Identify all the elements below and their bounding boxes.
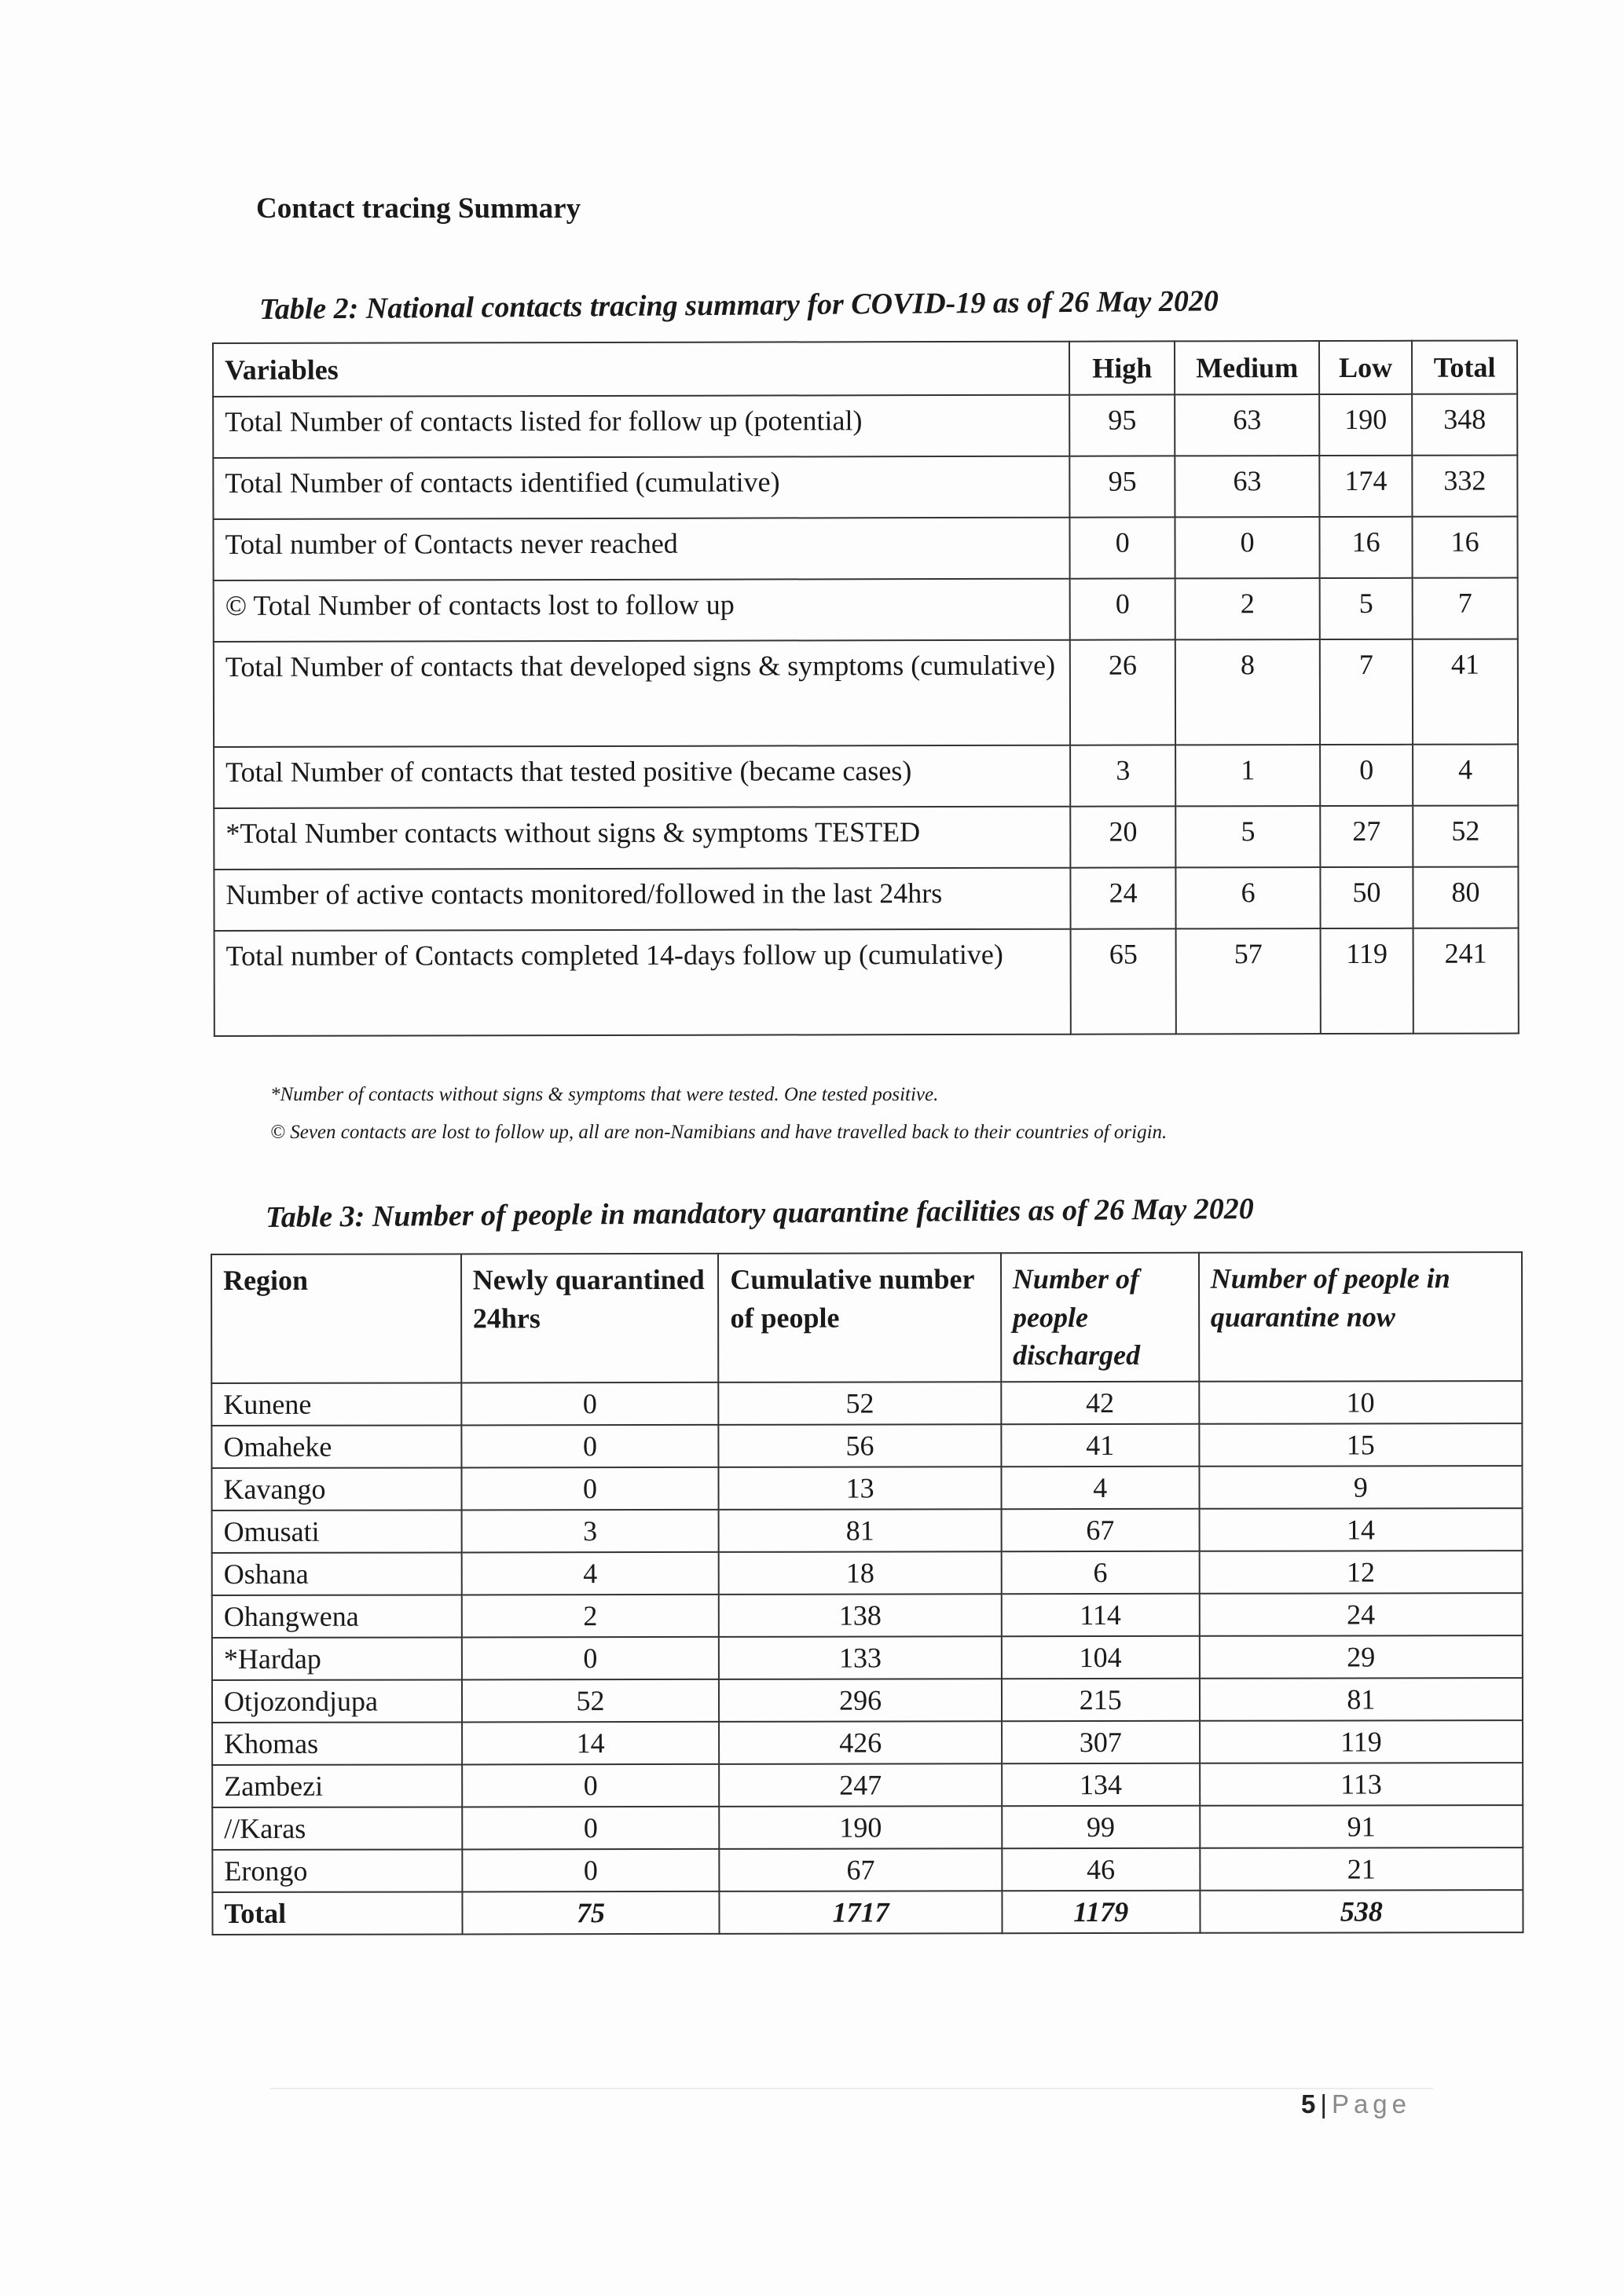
- cell-medium: 6: [1176, 867, 1321, 928]
- cell-region: Kunene: [211, 1382, 461, 1426]
- cell-medium: 5: [1175, 806, 1320, 867]
- column-header-in-quarantine: Number of people in quarantine now: [1199, 1252, 1523, 1381]
- footnote-lost: © Seven contacts are lost to follow up, all are non-Namibians and have travelled back to their countries of origin.: [270, 1122, 1168, 1143]
- cell-discharged: 134: [1002, 1763, 1200, 1806]
- cell-region: Ohangwena: [212, 1595, 462, 1638]
- cell-low: 16: [1320, 517, 1413, 578]
- cell-region: *Hardap: [212, 1637, 462, 1680]
- cell-high: 95: [1070, 456, 1175, 517]
- cell-low: 27: [1320, 806, 1413, 867]
- quarantine-table: [211, 1251, 1524, 1935]
- cell-in-quarantine: 119: [1200, 1720, 1523, 1763]
- cell-discharged: 1179: [1002, 1891, 1200, 1933]
- cell-total: 52: [1413, 806, 1518, 867]
- cell-in-quarantine: 113: [1200, 1763, 1523, 1806]
- cell-in-quarantine: 29: [1200, 1635, 1523, 1679]
- cell-high: 65: [1071, 928, 1176, 1034]
- variable-label: Number of active contacts monitored/followed in the last 24hrs: [214, 868, 1070, 931]
- column-header-discharged: Number of people discharged: [1001, 1253, 1199, 1382]
- cell-newly-quarantined: 2: [461, 1595, 719, 1638]
- cell-high: 95: [1069, 394, 1175, 456]
- contact-tracing-table: [212, 340, 1520, 1037]
- cell-in-quarantine: 538: [1200, 1890, 1523, 1933]
- cell-cumulative: 190: [720, 1806, 1003, 1849]
- cell-low: 190: [1319, 394, 1412, 456]
- cell-discharged: 114: [1002, 1594, 1200, 1636]
- cell-cumulative: 67: [720, 1848, 1003, 1891]
- cell-in-quarantine: 21: [1200, 1847, 1523, 1891]
- cell-cumulative: 81: [719, 1509, 1002, 1552]
- cell-newly-quarantined: 0: [461, 1467, 719, 1511]
- cell-in-quarantine: 14: [1199, 1508, 1522, 1551]
- cell-region: Zambezi: [212, 1764, 462, 1807]
- cell-discharged: 46: [1002, 1848, 1200, 1891]
- cell-discharged: 215: [1002, 1679, 1200, 1721]
- table-row: [213, 394, 1517, 458]
- variable-label: Total Number of contacts that developed signs & symptoms (cumulative): [214, 640, 1070, 747]
- section-heading: Contact tracing Summary: [256, 192, 581, 225]
- cell-cumulative: 426: [719, 1721, 1002, 1764]
- cell-in-quarantine: 91: [1200, 1805, 1523, 1848]
- cell-discharged: 104: [1002, 1636, 1200, 1679]
- page-word: Page: [1331, 2089, 1412, 2118]
- column-header-variables: Variables: [213, 342, 1069, 397]
- cell-discharged: 6: [1002, 1551, 1200, 1594]
- table3-caption: Table 3: Number of people in mandatory quarantine facilities as of 26 May 2020: [265, 1192, 1254, 1234]
- page-number: [1301, 2089, 1411, 2119]
- cell-total: 348: [1412, 394, 1517, 456]
- cell-high: 26: [1070, 639, 1175, 745]
- cell-in-quarantine: 15: [1199, 1423, 1522, 1467]
- cell-in-quarantine: 24: [1199, 1593, 1522, 1636]
- column-header-cumulative: Cumulative number of people: [718, 1253, 1001, 1382]
- cell-newly-quarantined: 0: [461, 1425, 719, 1468]
- column-header-region: Region: [211, 1254, 461, 1382]
- cell-low: 7: [1320, 639, 1413, 745]
- cell-newly-quarantined: 0: [462, 1764, 720, 1807]
- cell-region: Oshana: [212, 1552, 462, 1595]
- cell-low: 119: [1321, 928, 1413, 1034]
- cell-high: 24: [1071, 867, 1176, 928]
- cell-high: 0: [1070, 578, 1175, 639]
- table2-caption: Table 2: National contacts tracing summary for COVID-19 as of 26 May 2020: [258, 284, 1219, 326]
- table-row: [212, 1551, 1523, 1595]
- cell-newly-quarantined: 14: [462, 1722, 720, 1765]
- table-row: [214, 639, 1518, 747]
- table-row: [212, 1847, 1523, 1892]
- cell-medium: 0: [1175, 517, 1320, 578]
- cell-discharged: 307: [1002, 1721, 1200, 1763]
- column-header-medium: Medium: [1175, 341, 1319, 394]
- cell-total: 7: [1413, 578, 1518, 639]
- cell-newly-quarantined: 0: [462, 1807, 720, 1850]
- cell-cumulative: 296: [719, 1679, 1002, 1722]
- cell-medium: 63: [1175, 394, 1319, 456]
- cell-newly-quarantined: 0: [462, 1849, 720, 1892]
- cell-region: Otjozondjupa: [212, 1679, 462, 1723]
- cell-total: 41: [1413, 639, 1518, 745]
- variable-label: *Total Number contacts without signs & symptoms TESTED: [214, 807, 1070, 870]
- variable-label: Total Number of contacts listed for follow up (potential): [213, 395, 1069, 458]
- cell-newly-quarantined: 0: [461, 1382, 719, 1426]
- cell-low: 0: [1320, 745, 1413, 806]
- table-row: [211, 1466, 1522, 1511]
- cell-newly-quarantined: 4: [461, 1552, 719, 1595]
- table-row: [214, 928, 1519, 1036]
- cell-discharged: 99: [1002, 1806, 1200, 1848]
- table-row: [211, 1423, 1522, 1468]
- cell-newly-quarantined: 3: [461, 1510, 719, 1553]
- cell-medium: 1: [1175, 745, 1320, 806]
- table-row: [211, 1381, 1522, 1426]
- cell-discharged: 4: [1001, 1467, 1199, 1509]
- cell-low: 174: [1319, 456, 1412, 517]
- footnote-tested: *Number of contacts without signs & symptoms that were tested. One tested positive.: [270, 1084, 939, 1105]
- page-number-value: 5: [1301, 2089, 1316, 2118]
- cell-low: 50: [1320, 867, 1413, 928]
- cell-newly-quarantined: 75: [462, 1891, 720, 1935]
- cell-medium: 8: [1175, 639, 1320, 745]
- table-row: [212, 1763, 1523, 1807]
- cell-discharged: 67: [1001, 1509, 1199, 1551]
- footer-divider: [270, 2088, 1433, 2089]
- variable-label: Total Number of contacts identified (cumulative): [213, 456, 1069, 519]
- cell-in-quarantine: 10: [1199, 1381, 1522, 1424]
- table-total-row: [212, 1890, 1523, 1935]
- cell-total: 16: [1412, 517, 1517, 578]
- table-row: [214, 745, 1518, 808]
- cell-cumulative: 18: [719, 1551, 1002, 1595]
- variable-label: Total number of Contacts never reached: [213, 518, 1069, 580]
- cell-in-quarantine: 9: [1199, 1466, 1522, 1509]
- table-header-row: [213, 341, 1517, 397]
- cell-region: Total: [212, 1891, 462, 1935]
- table-row: [212, 1635, 1523, 1680]
- cell-low: 5: [1320, 578, 1413, 639]
- cell-high: 3: [1070, 745, 1175, 806]
- cell-cumulative: 133: [719, 1636, 1002, 1679]
- table-row: [212, 1508, 1523, 1553]
- cell-in-quarantine: 12: [1199, 1551, 1522, 1594]
- page-separator: |: [1320, 2089, 1327, 2118]
- cell-newly-quarantined: 0: [462, 1637, 720, 1680]
- table-row: [213, 517, 1517, 580]
- table-row: [212, 1805, 1523, 1850]
- table-row: [212, 1720, 1523, 1765]
- cell-region: Omusati: [212, 1510, 462, 1553]
- cell-cumulative: 247: [719, 1763, 1002, 1807]
- column-header-total: Total: [1412, 341, 1517, 394]
- cell-cumulative: 56: [719, 1424, 1002, 1467]
- cell-cumulative: 1717: [720, 1891, 1003, 1934]
- table-row: [212, 1678, 1523, 1723]
- cell-total: 4: [1413, 745, 1518, 806]
- cell-medium: 57: [1176, 928, 1321, 1034]
- cell-medium: 63: [1175, 456, 1319, 517]
- cell-total: 241: [1413, 928, 1519, 1034]
- column-header-low: Low: [1319, 341, 1412, 394]
- cell-in-quarantine: 81: [1200, 1678, 1523, 1721]
- table-row: [214, 867, 1518, 931]
- cell-region: Omaheke: [211, 1425, 461, 1468]
- variable-label: Total Number of contacts that tested positive (became cases): [214, 745, 1070, 808]
- cell-discharged: 42: [1001, 1382, 1199, 1424]
- cell-high: 0: [1070, 517, 1175, 578]
- cell-total: 332: [1412, 456, 1517, 517]
- cell-region: Kavango: [211, 1467, 461, 1511]
- cell-cumulative: 52: [719, 1382, 1002, 1425]
- table-row: [212, 1593, 1523, 1638]
- cell-region: Khomas: [212, 1722, 462, 1765]
- table-row: [213, 456, 1517, 519]
- table-row: [214, 578, 1518, 642]
- column-header-newly-quarantined: Newly quarantined 24hrs: [461, 1254, 719, 1382]
- table-row: [214, 806, 1518, 870]
- cell-newly-quarantined: 52: [462, 1679, 720, 1723]
- cell-cumulative: 13: [719, 1467, 1002, 1510]
- cell-discharged: 41: [1001, 1424, 1199, 1467]
- table-header-row: [211, 1252, 1522, 1383]
- variable-label: Total number of Contacts completed 14-days follow up (cumulative): [214, 929, 1071, 1036]
- cell-cumulative: 138: [719, 1594, 1002, 1637]
- cell-region: Erongo: [212, 1849, 462, 1892]
- cell-total: 80: [1413, 867, 1518, 928]
- cell-region: //Karas: [212, 1807, 462, 1850]
- variable-label: © Total Number of contacts lost to follow up: [214, 579, 1070, 642]
- cell-medium: 2: [1175, 578, 1320, 639]
- cell-high: 20: [1070, 806, 1175, 867]
- column-header-high: High: [1069, 341, 1175, 394]
